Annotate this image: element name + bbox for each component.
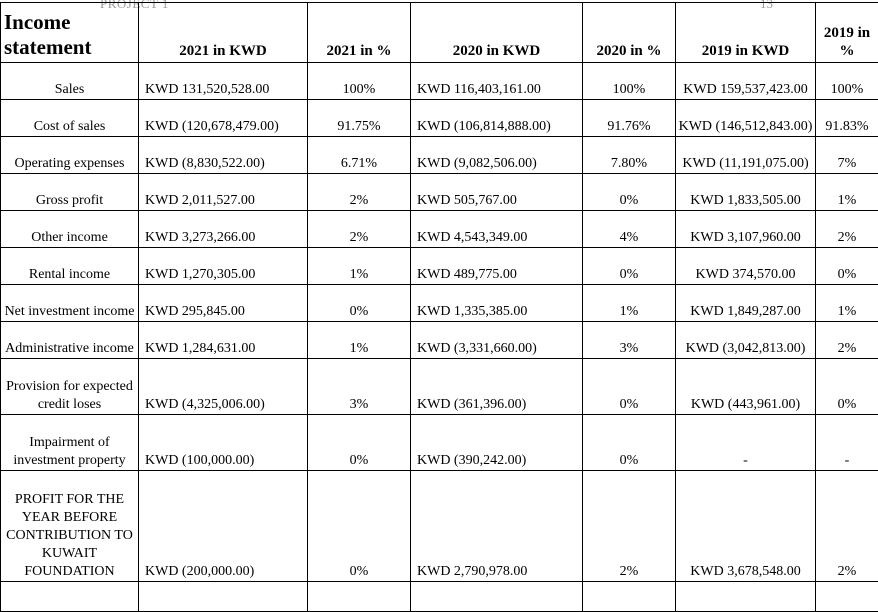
row-label: Impairment of investment property bbox=[1, 415, 139, 471]
cell-2021-pct: 2% bbox=[308, 211, 411, 248]
cell-2020-pct: 1% bbox=[583, 285, 676, 322]
cell-2019-pct: 0% bbox=[816, 248, 878, 285]
cell-2019-kwd: KWD 1,849,287.00 bbox=[676, 285, 816, 322]
col-header-2019-pct: 2019 in % bbox=[816, 3, 878, 63]
cell-2019-pct: 7% bbox=[816, 137, 878, 174]
header-project: PROJECT 1 bbox=[100, 0, 169, 12]
cell-2019-kwd: KWD 3,678,548.00 bbox=[676, 471, 816, 582]
row-label: Cost of sales bbox=[1, 100, 139, 137]
cell-2021-kwd: KWD 1,284,631.00 bbox=[139, 322, 308, 359]
cell-2019-pct: 2% bbox=[816, 211, 878, 248]
cell-2019-pct: 91.83% bbox=[816, 100, 878, 137]
table-row bbox=[1, 415, 878, 471]
cell-2020-kwd: KWD (106,814,888.00) bbox=[411, 100, 583, 137]
table-row bbox=[1, 137, 878, 174]
cell-2021-kwd: KWD 3,273,266.00 bbox=[139, 211, 308, 248]
row-label: Provision for expected credit loses bbox=[1, 359, 139, 415]
empty-cell bbox=[1, 582, 139, 612]
cell-2021-pct: 6.71% bbox=[308, 137, 411, 174]
table-row bbox=[1, 248, 878, 285]
cell-2019-pct: 100% bbox=[816, 63, 878, 100]
cell-2021-pct: 100% bbox=[308, 63, 411, 100]
cell-2019-pct: 0% bbox=[816, 359, 878, 415]
row-label: Administrative income bbox=[1, 322, 139, 359]
cell-2019-kwd: KWD 374,570.00 bbox=[676, 248, 816, 285]
cell-2020-kwd: KWD (3,331,660.00) bbox=[411, 322, 583, 359]
empty-cell bbox=[676, 582, 816, 612]
table-row bbox=[1, 322, 878, 359]
row-label: Net investment income bbox=[1, 285, 139, 322]
cell-2020-pct: 0% bbox=[583, 174, 676, 211]
cell-2019-pct: 1% bbox=[816, 285, 878, 322]
cell-2020-kwd: KWD (361,396.00) bbox=[411, 359, 583, 415]
cell-2021-pct: 1% bbox=[308, 248, 411, 285]
cell-2021-pct: 91.75% bbox=[308, 100, 411, 137]
empty-cell bbox=[816, 582, 878, 612]
cell-2019-kwd: KWD 3,107,960.00 bbox=[676, 211, 816, 248]
cell-2021-pct: 0% bbox=[308, 415, 411, 471]
cell-2021-kwd: KWD (120,678,479.00) bbox=[139, 100, 308, 137]
cell-2019-kwd: KWD 1,833,505.00 bbox=[676, 174, 816, 211]
cell-2020-pct: 91.76% bbox=[583, 100, 676, 137]
empty-cell bbox=[411, 582, 583, 612]
income-statement-table bbox=[0, 2, 878, 612]
cell-2019-kwd: KWD (3,042,813.00) bbox=[676, 322, 816, 359]
table-row bbox=[1, 211, 878, 248]
cell-2020-kwd: KWD (390,242.00) bbox=[411, 415, 583, 471]
cell-2019-kwd: KWD (146,512,843.00) bbox=[676, 100, 816, 137]
row-label: Operating expenses bbox=[1, 137, 139, 174]
empty-cell bbox=[583, 582, 676, 612]
cell-2021-kwd: KWD 2,011,527.00 bbox=[139, 174, 308, 211]
cell-2021-kwd: KWD 295,845.00 bbox=[139, 285, 308, 322]
table-row bbox=[1, 63, 878, 100]
table-row bbox=[1, 359, 878, 415]
cell-2021-kwd: KWD (8,830,522.00) bbox=[139, 137, 308, 174]
cell-2021-pct: 1% bbox=[308, 322, 411, 359]
cell-2019-kwd: - bbox=[676, 415, 816, 471]
cell-2021-kwd: KWD 131,520,528.00 bbox=[139, 63, 308, 100]
empty-cell bbox=[139, 582, 308, 612]
empty-cell bbox=[308, 582, 411, 612]
cell-2020-pct: 0% bbox=[583, 248, 676, 285]
cell-2020-pct: 4% bbox=[583, 211, 676, 248]
col-header-2019-kwd: 2019 in KWD bbox=[676, 3, 816, 63]
cell-2019-pct: - bbox=[816, 415, 878, 471]
cell-2019-pct: 2% bbox=[816, 322, 878, 359]
header-row bbox=[1, 3, 878, 63]
cell-2020-pct: 3% bbox=[583, 322, 676, 359]
table-row bbox=[1, 471, 878, 582]
cell-2020-kwd: KWD (9,082,506.00) bbox=[411, 137, 583, 174]
cell-2021-kwd: KWD (100,000.00) bbox=[139, 415, 308, 471]
cell-2020-kwd: KWD 1,335,385.00 bbox=[411, 285, 583, 322]
cell-2021-kwd: KWD (4,325,006.00) bbox=[139, 359, 308, 415]
cell-2019-kwd: KWD (11,191,075.00) bbox=[676, 137, 816, 174]
cell-2019-kwd: KWD 159,537,423.00 bbox=[676, 63, 816, 100]
table-title: Income statement bbox=[1, 3, 139, 63]
cell-2019-kwd: KWD (443,961.00) bbox=[676, 359, 816, 415]
col-header-2021-pct: 2021 in % bbox=[308, 3, 411, 63]
cell-2021-pct: 3% bbox=[308, 359, 411, 415]
cell-2020-pct: 2% bbox=[583, 471, 676, 582]
row-label: Rental income bbox=[1, 248, 139, 285]
col-header-2020-kwd: 2020 in KWD bbox=[411, 3, 583, 63]
col-header-2020-pct: 2020 in % bbox=[583, 3, 676, 63]
col-header-2021-kwd: 2021 in KWD bbox=[139, 3, 308, 63]
cell-2021-pct: 2% bbox=[308, 174, 411, 211]
row-label: Gross profit bbox=[1, 174, 139, 211]
cell-2021-kwd: KWD (200,000.00) bbox=[139, 471, 308, 582]
cell-2020-kwd: KWD 4,543,349.00 bbox=[411, 211, 583, 248]
cell-2020-kwd: KWD 489,775.00 bbox=[411, 248, 583, 285]
cell-2020-pct: 100% bbox=[583, 63, 676, 100]
row-label: Sales bbox=[1, 63, 139, 100]
cell-2021-pct: 0% bbox=[308, 471, 411, 582]
cell-2020-pct: 0% bbox=[583, 415, 676, 471]
cell-2020-kwd: KWD 505,767.00 bbox=[411, 174, 583, 211]
row-label: PROFIT FOR THE YEAR BEFORE CONTRIBUTION TO KUWAIT FOUNDATION bbox=[1, 471, 139, 582]
table-row-empty bbox=[1, 582, 878, 612]
cell-2019-pct: 2% bbox=[816, 471, 878, 582]
table-row bbox=[1, 285, 878, 322]
header-page-number: 13 bbox=[760, 0, 773, 12]
cell-2020-pct: 7.80% bbox=[583, 137, 676, 174]
row-label: Other income bbox=[1, 211, 139, 248]
cell-2019-pct: 1% bbox=[816, 174, 878, 211]
cell-2020-pct: 0% bbox=[583, 359, 676, 415]
cell-2020-kwd: KWD 116,403,161.00 bbox=[411, 63, 583, 100]
cell-2021-kwd: KWD 1,270,305.00 bbox=[139, 248, 308, 285]
cell-2020-kwd: KWD 2,790,978.00 bbox=[411, 471, 583, 582]
table-row bbox=[1, 174, 878, 211]
table-row bbox=[1, 100, 878, 137]
cell-2021-pct: 0% bbox=[308, 285, 411, 322]
